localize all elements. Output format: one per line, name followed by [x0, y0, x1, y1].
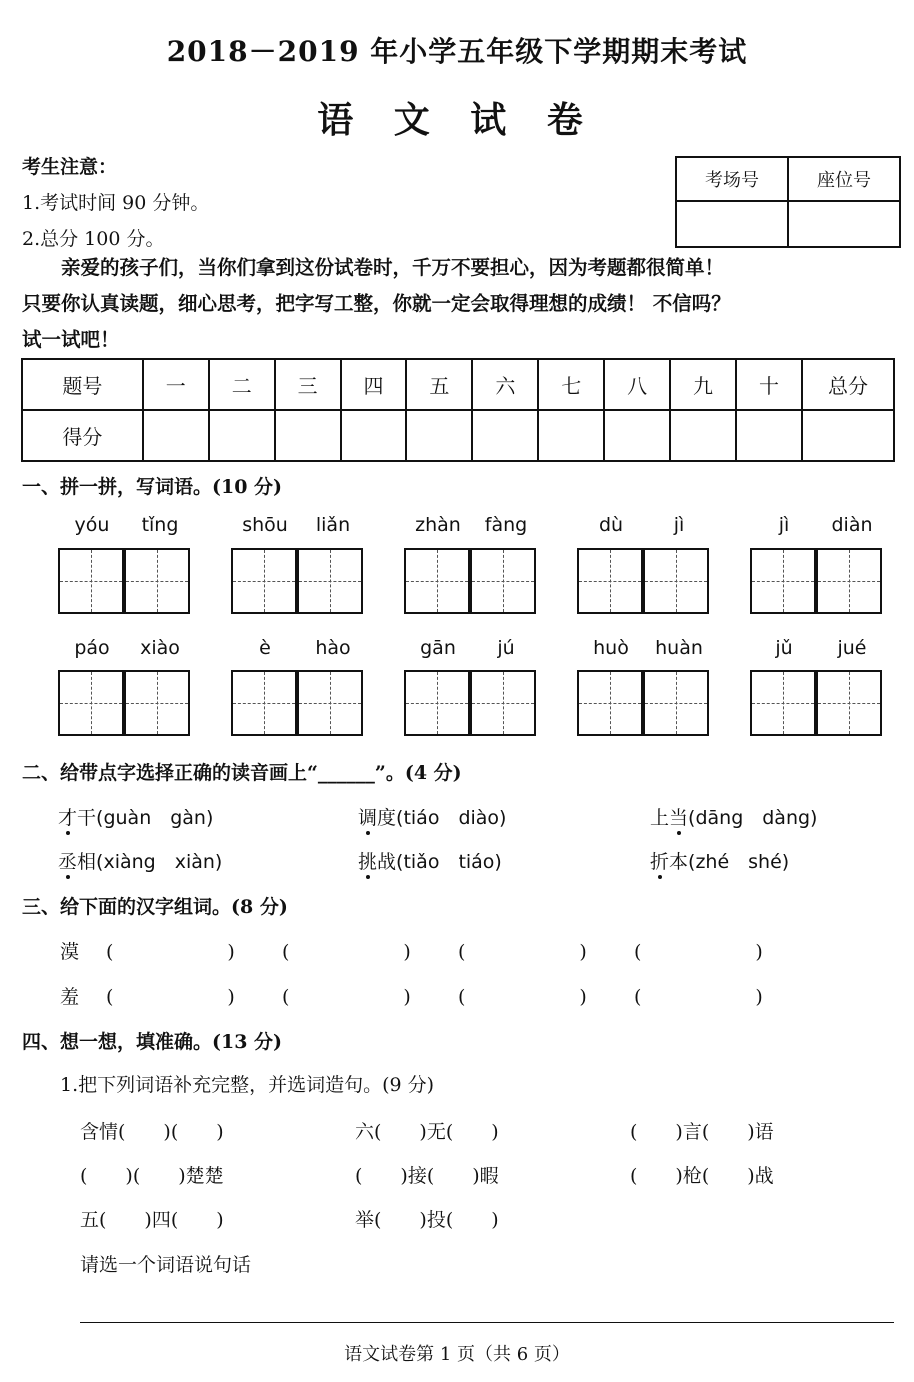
intro-paragraph: [22, 250, 898, 358]
writing-grid-box[interactable]: [404, 548, 470, 614]
score-cell[interactable]: [802, 410, 894, 461]
score-header-cell: 八: [604, 359, 670, 410]
score-header-cell: 四: [341, 359, 407, 410]
pinyin-label: jì: [673, 514, 685, 536]
notice-item: 2.总分 100 分。: [22, 228, 165, 250]
answer-blank[interactable]: ( ): [282, 941, 411, 963]
pinyin-label: jué: [837, 637, 867, 659]
pinyin-label: jú: [497, 637, 515, 659]
word-char: 本: [669, 851, 689, 873]
score-header-cell: 一: [143, 359, 209, 410]
idiom-blank[interactable]: 五( )四( ): [80, 1209, 224, 1231]
seat-number-cell[interactable]: [788, 201, 900, 247]
pronunciation-item: [358, 803, 506, 830]
dotted-char: 折: [650, 851, 670, 873]
score-header-cell: 总分: [802, 359, 894, 410]
pinyin-label: tǐng: [141, 514, 179, 536]
score-cell[interactable]: [670, 410, 736, 461]
pinyin-label: gān: [420, 637, 456, 659]
score-cell[interactable]: [472, 410, 538, 461]
intro-line: 亲爱的孩子们，当你们拿到这份试卷时，千万不要担心，因为考题都很简单！: [22, 256, 725, 279]
pinyin-label: huàn: [655, 637, 703, 659]
writing-grid-box[interactable]: [577, 548, 643, 614]
answer-blank[interactable]: ( ): [458, 986, 587, 1008]
pinyin-label: è: [259, 637, 271, 659]
pinyin-label: liǎn: [315, 514, 351, 536]
pinyin-options[interactable]: (tiáo diào): [396, 807, 507, 829]
writing-grid-box[interactable]: [643, 670, 709, 736]
answer-blank[interactable]: ( ): [106, 941, 235, 963]
writing-grid-box[interactable]: [470, 670, 536, 736]
pinyin-label: zhàn: [415, 514, 461, 536]
score-header-cell: 三: [275, 359, 341, 410]
pinyin-options[interactable]: (xiàng xiàn): [96, 851, 223, 873]
writing-grid-box[interactable]: [470, 548, 536, 614]
score-cell[interactable]: [604, 410, 670, 461]
pronunciation-item: [650, 803, 817, 830]
score-header-cell: 五: [406, 359, 472, 410]
writing-grid-box[interactable]: [58, 670, 124, 736]
writing-grid-box[interactable]: [58, 548, 124, 614]
pinyin-label: jǔ: [775, 637, 793, 659]
target-char: 羞: [60, 986, 80, 1008]
writing-grid-box[interactable]: [577, 670, 643, 736]
idiom-blank[interactable]: ( )言( )语: [630, 1121, 774, 1143]
writing-grid-box[interactable]: [124, 670, 190, 736]
score-header-cell: 十: [736, 359, 802, 410]
exam-subtitle: 语 文 试 卷: [317, 99, 597, 141]
idiom-blank[interactable]: ( )接( )暇: [355, 1165, 499, 1187]
dotted-char: 当: [669, 807, 689, 829]
q2-title: 二、给带点字选择正确的读音画上“______”。(4 分): [22, 762, 462, 784]
dotted-char: 丞: [58, 851, 78, 873]
idiom-blank[interactable]: 六( )无( ): [355, 1121, 499, 1143]
word-char: 相: [77, 851, 97, 873]
exam-title: 2018－2019 年小学五年级下学期期末考试: [166, 35, 748, 68]
pinyin-options[interactable]: (zhé shé): [688, 851, 790, 873]
notice-item: 1.考试时间 90 分钟。: [22, 192, 210, 214]
answer-blank[interactable]: ( ): [634, 986, 763, 1008]
score-header-cell: 九: [670, 359, 736, 410]
writing-grid-box[interactable]: [124, 548, 190, 614]
idiom-blank[interactable]: ( )( )楚楚: [80, 1165, 224, 1187]
answer-blank[interactable]: ( ): [458, 941, 587, 963]
score-header-cell: 题号: [22, 359, 143, 410]
idiom-blank[interactable]: ( )枪( )战: [630, 1165, 774, 1187]
writing-grid-box[interactable]: [404, 670, 470, 736]
footer-divider: [80, 1322, 894, 1323]
pinyin-label: hào: [315, 637, 351, 659]
writing-grid-box[interactable]: [816, 548, 882, 614]
pinyin-label: diàn: [831, 514, 873, 536]
score-header-cell: 六: [472, 359, 538, 410]
target-char: 漠: [60, 941, 80, 963]
pinyin-options[interactable]: (dāng dàng): [688, 807, 818, 829]
q4-sub1: 1.把下列词语补充完整，并选词造句。(9 分): [60, 1074, 435, 1096]
word-char: 干: [77, 807, 97, 829]
q4-title: 四、想一想，填准确。(13 分): [22, 1031, 283, 1053]
pronunciation-item: [58, 847, 222, 874]
answer-blank[interactable]: ( ): [106, 986, 235, 1008]
score-cell[interactable]: [275, 410, 341, 461]
pinyin-label: fàng: [484, 514, 528, 536]
idiom-blank[interactable]: 含情( )( ): [80, 1121, 224, 1143]
exam-room-label: 考场号: [676, 157, 788, 201]
writing-grid-box[interactable]: [750, 548, 816, 614]
dotted-char: 调: [358, 807, 378, 829]
pronunciation-item: [358, 847, 502, 874]
word-char: 战: [377, 851, 397, 873]
dotted-char: 才: [58, 807, 78, 829]
score-cell[interactable]: [341, 410, 407, 461]
intro-line: 只要你认真读题，细心思考，把字写工整，你就一定会取得理想的成绩！ 不信吗？: [22, 292, 731, 315]
pinyin-options[interactable]: (guàn gàn): [96, 807, 214, 829]
q1-title: 一、拼一拼，写词语。(10 分): [22, 476, 283, 498]
writing-grid-box[interactable]: [750, 670, 816, 736]
score-cell[interactable]: [143, 410, 209, 461]
notice-heading: 考生注意：: [22, 156, 118, 178]
sentence-prompt: 请选一个词语说句话: [80, 1254, 252, 1276]
score-header-cell: 二: [209, 359, 275, 410]
pronunciation-item: [58, 803, 213, 830]
word-char: 上: [650, 807, 670, 829]
pinyin-label: shōu: [242, 514, 288, 536]
writing-grid-box[interactable]: [297, 548, 363, 614]
pinyin-label: dù: [598, 514, 624, 536]
score-header-cell: 七: [538, 359, 604, 410]
answer-blank[interactable]: ( ): [282, 986, 411, 1008]
idiom-blank[interactable]: 举( )投( ): [355, 1209, 499, 1231]
score-cell[interactable]: [736, 410, 802, 461]
page-footer: 语文试卷第 1 页（共 6 页）: [344, 1344, 570, 1365]
pinyin-label: huò: [593, 637, 629, 659]
writing-grid-box[interactable]: [816, 670, 882, 736]
pinyin-label: páo: [74, 637, 110, 659]
word-char: 度: [377, 807, 397, 829]
dotted-char: 挑: [358, 851, 378, 873]
pinyin-label: xiào: [140, 637, 180, 659]
writing-grid-box[interactable]: [231, 548, 297, 614]
writing-grid-box[interactable]: [643, 548, 709, 614]
exam-room-cell[interactable]: [676, 201, 788, 247]
q3-title: 三、给下面的汉字组词。(8 分): [22, 896, 288, 918]
seat-table: [675, 156, 901, 248]
answer-blank[interactable]: ( ): [634, 941, 763, 963]
pinyin-label: jì: [778, 514, 790, 536]
writing-grid-box[interactable]: [297, 670, 363, 736]
score-cell[interactable]: [209, 410, 275, 461]
writing-grid-box[interactable]: [231, 670, 297, 736]
pronunciation-item: [650, 847, 789, 874]
intro-line: 试一试吧！: [22, 328, 120, 351]
pinyin-label: yóu: [74, 514, 110, 536]
seat-number-label: 座位号: [788, 157, 900, 201]
score-row-label: 得分: [22, 410, 143, 461]
pinyin-options[interactable]: (tiǎo tiáo): [396, 851, 502, 873]
score-table: [21, 358, 895, 462]
score-cell[interactable]: [538, 410, 604, 461]
score-cell[interactable]: [406, 410, 472, 461]
